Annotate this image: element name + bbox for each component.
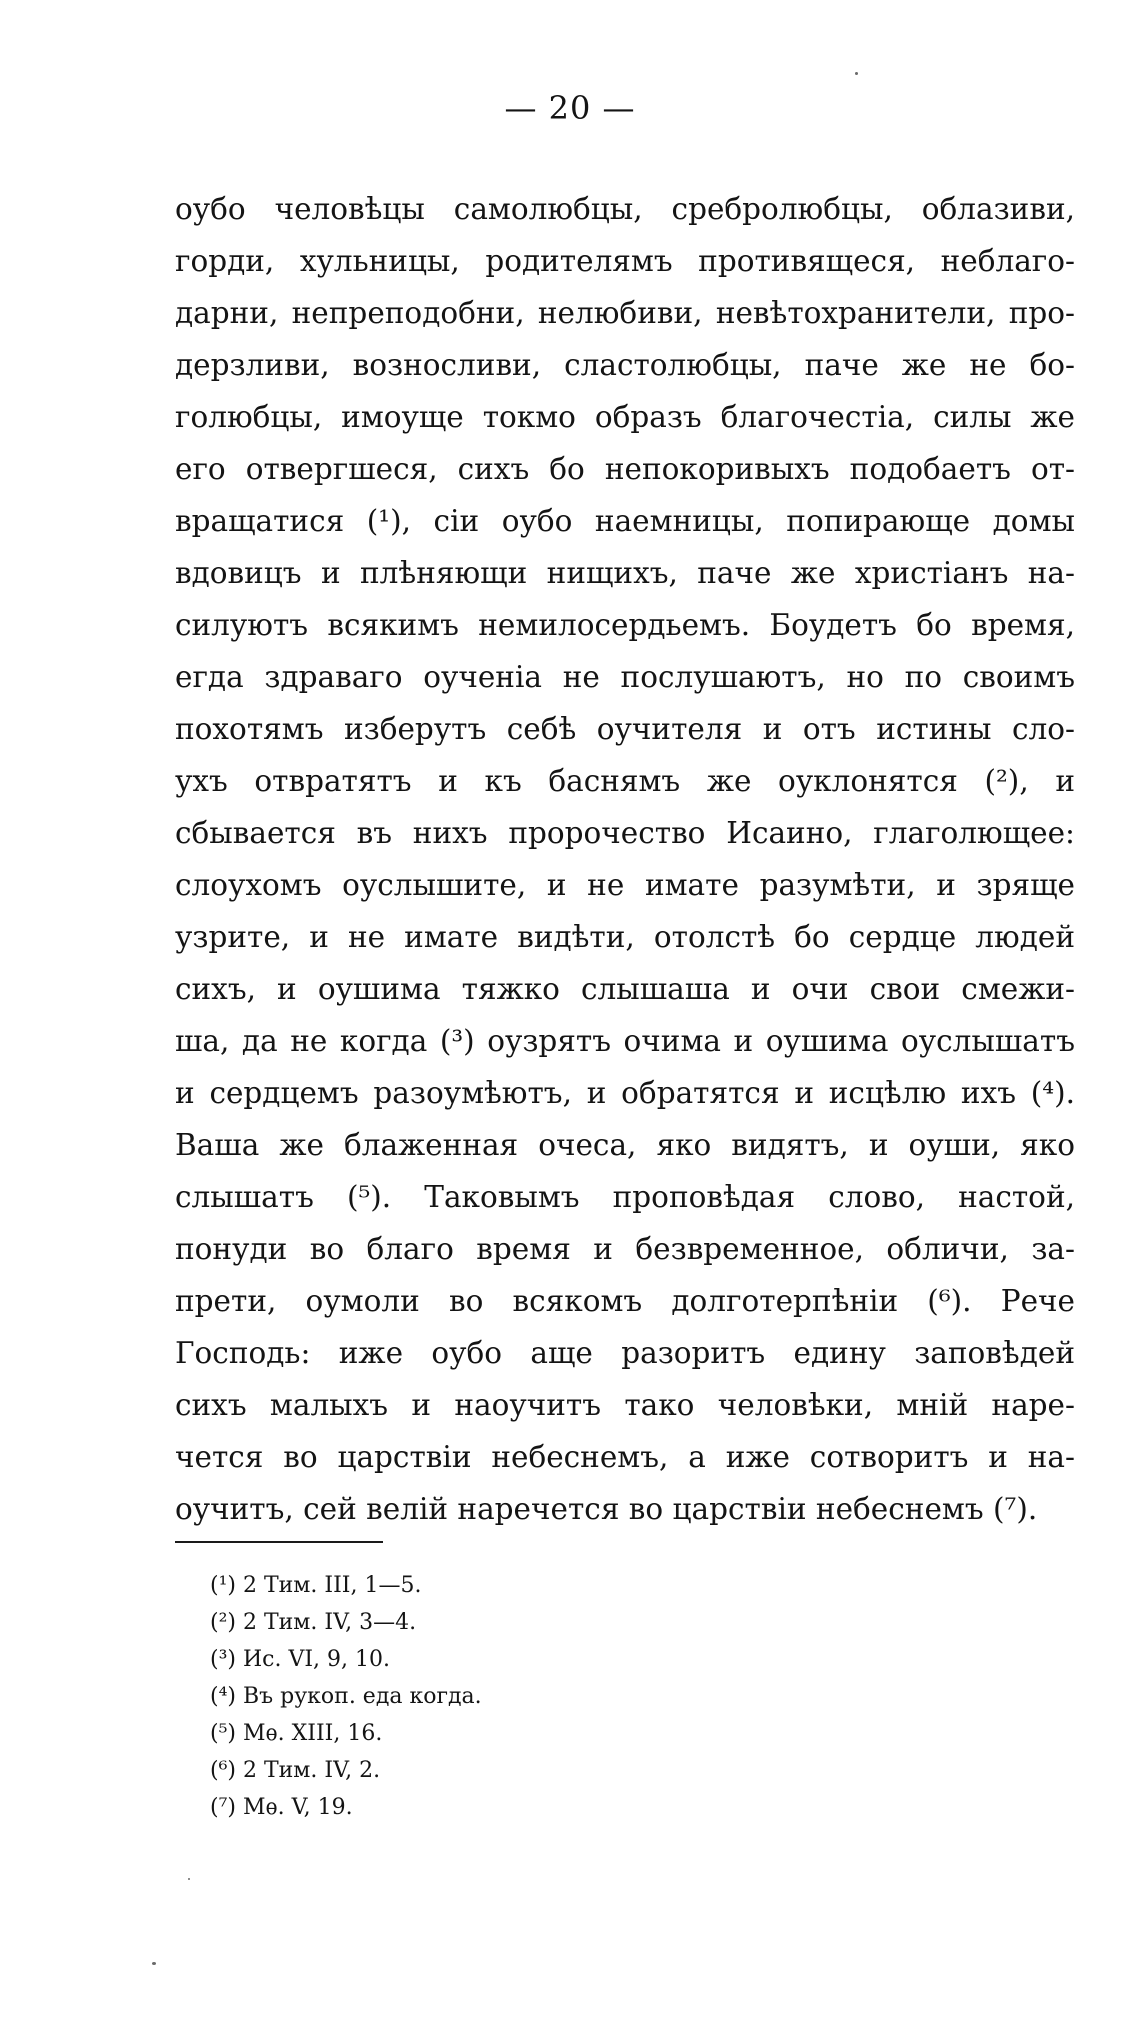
text-line: понуди во благо время и безвременное, обличи, за- bbox=[175, 1232, 1075, 1266]
footnote: (²) 2 Тим. IV, 3—4. bbox=[210, 1610, 417, 1635]
footnote: (¹) 2 Тим. III, 1—5. bbox=[210, 1573, 422, 1598]
paper-speck bbox=[152, 1962, 156, 1965]
text-line: ухъ отвратятъ и къ баснямъ же оуклонятся (²), и bbox=[175, 764, 1075, 798]
text-line: похотямъ изберутъ себѣ оучителя и отъ истины сло- bbox=[175, 712, 1075, 746]
text-line: Господь: иже оубо аще разоритъ едину заповѣдей bbox=[175, 1336, 1075, 1370]
page-number: — 20 — bbox=[504, 89, 636, 127]
text-line: дарни, непреподобни, нелюбиви, невѣтохранители, про- bbox=[175, 296, 1075, 330]
footnote: (⁶) 2 Тим. IV, 2. bbox=[210, 1758, 381, 1783]
paper-speck bbox=[855, 72, 858, 75]
text-line: горди, хульницы, родителямъ противящеся, неблаго- bbox=[175, 244, 1075, 278]
footnote: (⁴) Въ рукоп. еда когда. bbox=[210, 1684, 482, 1709]
footnote-separator-rule bbox=[175, 1541, 383, 1543]
text-line: сихъ малыхъ и наоучитъ тако человѣки, мній наре- bbox=[175, 1388, 1075, 1422]
text-line: голюбцы, имоуще токмо образъ благочестіа, силы же bbox=[175, 400, 1075, 434]
text-line: оубо человѣцы самолюбцы, сребролюбцы, облазиви, bbox=[175, 192, 1075, 226]
text-line: узрите, и не имате видѣти, отолстѣ бо сердце людей bbox=[175, 920, 1075, 954]
footnote: (⁵) Мѳ. XIII, 16. bbox=[210, 1721, 383, 1746]
footnotes-list bbox=[210, 1567, 910, 1826]
text-line: дерзливи, вознoсливи, сластолюбцы, паче же не бо- bbox=[175, 348, 1075, 382]
text-line: сбывается въ нихъ пророчество Исаино, глаголющее: bbox=[175, 816, 1075, 850]
text-line: слоухомъ оуслышите, и не имате разумѣти, и зряще bbox=[175, 868, 1075, 902]
text-line: чется во царствіи небеснемъ, а иже сотворитъ и на- bbox=[175, 1440, 1075, 1474]
text-line: и сердцемъ разоумѣютъ, и обратятся и исцѣлю ихъ (⁴). bbox=[175, 1076, 1075, 1110]
body-text bbox=[175, 183, 1075, 1535]
footnote: (³) Ис. VI, 9, 10. bbox=[210, 1647, 391, 1672]
paper-speck bbox=[188, 1878, 190, 1880]
footnote: (⁷) Мѳ. V, 19. bbox=[210, 1795, 353, 1820]
text-line: егда здраваго оученіа не послушаютъ, но по своимъ bbox=[175, 660, 1075, 694]
text-line: Ваша же блаженная очеса, яко видятъ, и оуши, яко bbox=[175, 1128, 1075, 1162]
text-line: его отвергшеся, сихъ бо непокоривыхъ подобаетъ от- bbox=[175, 452, 1075, 486]
text-line: оучитъ, сей велій наречется во царствіи небеснемъ (⁷). bbox=[175, 1492, 1038, 1526]
text-line: ша, да не когда (³) оузрятъ очима и оушима оуслышатъ bbox=[175, 1024, 1075, 1058]
text-line: силуютъ всякимъ немилосердьемъ. Боудетъ бо время, bbox=[175, 608, 1075, 642]
text-line: вращатися (¹), сіи оубо наемницы, попирающе домы bbox=[175, 504, 1075, 538]
text-line: сихъ, и оушима тяжко слышаша и очи свои смежи- bbox=[175, 972, 1075, 1006]
text-line: вдовицъ и плѣняющи нищихъ, паче же христіанъ на- bbox=[175, 556, 1075, 590]
text-line: прети, оумоли во всякомъ долготерпѣніи (⁶). Рече bbox=[175, 1284, 1075, 1318]
text-line: слышатъ (⁵). Таковымъ проповѣдая слово, настой, bbox=[175, 1180, 1075, 1214]
